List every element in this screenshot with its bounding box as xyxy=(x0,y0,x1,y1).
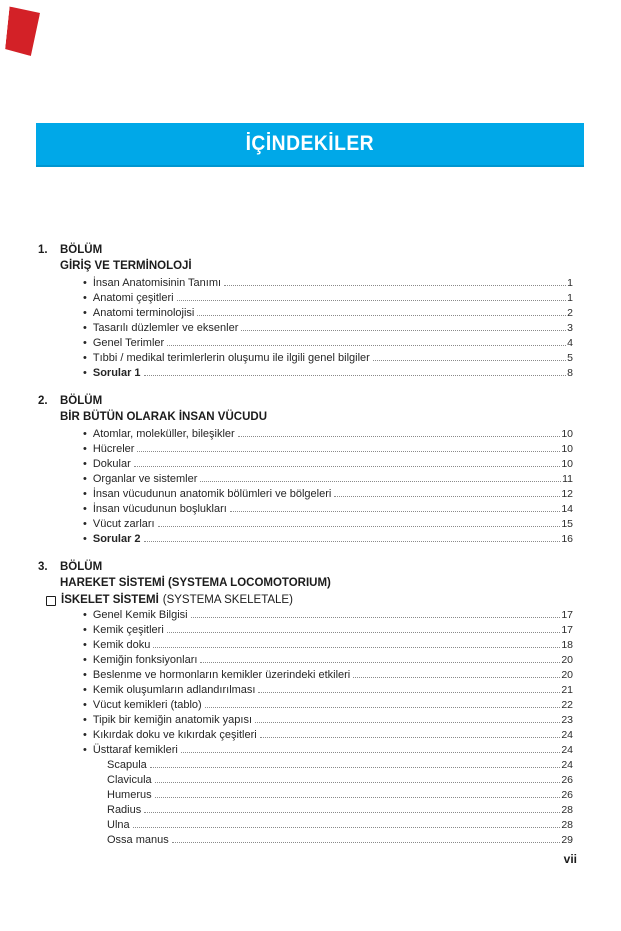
dotted-leader xyxy=(177,300,567,301)
toc-entry-page-number: 10 xyxy=(561,458,573,470)
toc-entry-page-number: 28 xyxy=(561,819,573,831)
toc-entry-page-number: 20 xyxy=(561,654,573,666)
section-title-line: HAREKET SİSTEMİ (SYSTEMA LOCOMOTORIUM) xyxy=(60,576,331,589)
toc-entry-page-number: 23 xyxy=(561,714,573,726)
dotted-leader xyxy=(238,436,561,437)
toc-entry-page-number: 18 xyxy=(561,639,573,651)
toc-entry-page-number: 26 xyxy=(561,774,573,786)
bullet-icon: • xyxy=(83,639,87,651)
toc-entry-page-number: 24 xyxy=(561,729,573,741)
toc-entry-row xyxy=(38,623,573,638)
toc-entry-row xyxy=(38,366,573,381)
toc-entry-label: Scapula xyxy=(107,759,147,771)
dotted-leader xyxy=(134,466,561,467)
red-corner-ribbon xyxy=(5,7,41,57)
page-title: İÇİNDEKİLER xyxy=(245,132,375,155)
bullet-icon: • xyxy=(83,292,87,304)
toc-entry-page-number: 5 xyxy=(567,352,573,364)
toc-entry-label: Hücreler xyxy=(92,443,135,455)
folio-page-number: vii xyxy=(563,852,577,866)
toc-entry-row xyxy=(38,653,573,668)
toc-entry-row xyxy=(38,803,573,818)
toc-entry-page-number: 28 xyxy=(561,804,573,816)
subheading-regular-text: (SYSTEMA SKELETALE) xyxy=(162,594,293,606)
toc-entry-page-number: 22 xyxy=(561,699,573,711)
toc-entry-page-number: 20 xyxy=(561,669,573,681)
toc-entry-page-number: 24 xyxy=(561,744,573,756)
toc-entry-label: Kemiğin fonksiyonları xyxy=(92,654,198,666)
bullet-icon: • xyxy=(83,488,87,500)
bullet-icon: • xyxy=(83,744,87,756)
dotted-leader xyxy=(334,496,560,497)
toc-entry-page-number: 1 xyxy=(567,277,573,289)
toc-entry-label: Genel Kemik Bilgisi xyxy=(92,609,188,621)
toc-entry-row xyxy=(38,698,573,713)
dotted-leader xyxy=(260,737,561,738)
section-title xyxy=(60,560,331,591)
toc-entry-label: Radius xyxy=(107,804,142,816)
dotted-leader xyxy=(172,842,561,843)
dotted-leader xyxy=(353,677,560,678)
bullet-icon: • xyxy=(83,428,87,440)
dotted-leader xyxy=(158,526,561,527)
bullet-icon: • xyxy=(83,714,87,726)
dotted-leader xyxy=(255,722,560,723)
bullet-icon: • xyxy=(83,367,87,379)
dotted-leader xyxy=(133,827,561,828)
bullet-icon: • xyxy=(83,458,87,470)
toc-entry-page-number: 8 xyxy=(567,367,573,379)
toc-entry-label: Atomlar, moleküller, bileşikler xyxy=(92,428,235,440)
toc-entry-page-number: 2 xyxy=(567,307,573,319)
toc-entry-label: Vücut zarları xyxy=(92,518,155,530)
toc-entry-page-number: 29 xyxy=(561,834,573,846)
toc-entry-row xyxy=(38,818,573,833)
dotted-leader xyxy=(258,692,560,693)
section-title xyxy=(60,394,267,425)
dotted-leader xyxy=(144,541,561,542)
toc-entry-label: Beslenme ve hormonların kemikler üzerindeki etkileri xyxy=(92,669,351,681)
toc-entry-label: Kıkırdak doku ve kıkırdak çeşitleri xyxy=(92,729,257,741)
toc-entry-page-number: 10 xyxy=(561,428,573,440)
toc-entry-page-number: 11 xyxy=(562,473,573,485)
toc-entry-row xyxy=(38,638,573,653)
toc-entry-page-number: 17 xyxy=(561,624,573,636)
bullet-icon: • xyxy=(83,533,87,545)
toc-entry-label: Tıbbi / medikal terimlerlerin oluşumu ile ilgili genel bilgiler xyxy=(92,352,370,364)
toc-entry-label: İnsan vücudunun anatomik bölümleri ve bölgeleri xyxy=(92,488,332,500)
toc-entry-label: Kemik çeşitleri xyxy=(92,624,164,636)
toc-entry-page-number: 3 xyxy=(567,322,573,334)
dotted-leader xyxy=(167,632,561,633)
dotted-leader xyxy=(144,375,567,376)
toc-entry-row xyxy=(38,713,573,728)
toc-entry-row xyxy=(38,336,573,351)
toc-entry-label: Anatomi çeşitleri xyxy=(92,292,174,304)
toc-entry-label: Kemik doku xyxy=(92,639,151,651)
toc-entry-row xyxy=(38,517,573,532)
dotted-leader xyxy=(155,797,561,798)
contents-title-band xyxy=(36,123,584,167)
toc-entry-row xyxy=(38,788,573,803)
dotted-leader xyxy=(191,617,561,618)
toc-entry-label: Tipik bir kemiğin anatomik yapısı xyxy=(92,714,253,726)
toc-entry-row xyxy=(38,773,573,788)
toc-list xyxy=(38,243,573,861)
square-bullet-icon xyxy=(46,596,56,606)
section-heading xyxy=(38,560,573,591)
dotted-leader xyxy=(153,647,560,648)
toc-entry-page-number: 16 xyxy=(561,533,573,545)
bullet-icon: • xyxy=(83,609,87,621)
toc-entry-page-number: 12 xyxy=(561,488,573,500)
bullet-icon: • xyxy=(83,624,87,636)
bullet-icon: • xyxy=(83,322,87,334)
dotted-leader xyxy=(205,707,561,708)
bullet-icon: • xyxy=(83,337,87,349)
bullet-icon: • xyxy=(83,729,87,741)
toc-entry-row xyxy=(38,276,573,291)
section-number: 3. xyxy=(38,561,48,573)
dotted-leader xyxy=(137,451,560,452)
toc-entry-label: Dokular xyxy=(92,458,131,470)
toc-entry-row xyxy=(38,487,573,502)
toc-entry-label: Ulna xyxy=(107,819,130,831)
toc-entry-label: Sorular 1 xyxy=(92,367,141,379)
bullet-icon: • xyxy=(83,669,87,681)
toc-entry-page-number: 26 xyxy=(561,789,573,801)
section-title-line: BİR BÜTÜN OLARAK İNSAN VÜCUDU xyxy=(60,410,267,423)
toc-entry-label: Sorular 2 xyxy=(92,533,141,545)
subheading-bold-text: İSKELET SİSTEMİ xyxy=(61,594,159,606)
section-title-line: BÖLÜM xyxy=(60,561,103,573)
toc-entry-row xyxy=(38,351,573,366)
dotted-leader xyxy=(373,360,566,361)
dotted-leader xyxy=(200,662,560,663)
toc-entry-label: Anatomi terminolojisi xyxy=(92,307,195,319)
section-heading xyxy=(38,243,573,274)
bullet-icon: • xyxy=(83,699,87,711)
bullet-icon: • xyxy=(83,684,87,696)
bullet-icon: • xyxy=(83,473,87,485)
toc-entry-label: Genel Terimler xyxy=(92,337,165,349)
bullet-icon: • xyxy=(83,443,87,455)
section-heading xyxy=(38,394,573,425)
toc-entry-label: Organlar ve sistemler xyxy=(92,473,198,485)
toc-entry-row xyxy=(38,608,573,623)
toc-entry-label: Vücut kemikleri (tablo) xyxy=(92,699,202,711)
toc-entry-label: Tasarılı düzlemler ve eksenler xyxy=(92,322,239,334)
dotted-leader xyxy=(241,330,566,331)
toc-entry-row xyxy=(38,457,573,472)
toc-entry-label: Clavicula xyxy=(107,774,152,786)
toc-entry-row xyxy=(38,321,573,336)
toc-entry-row xyxy=(38,291,573,306)
toc-entry-page-number: 4 xyxy=(567,337,573,349)
skeletal-system-subheading xyxy=(38,593,573,608)
toc-entry-label: Kemik oluşumların adlandırılması xyxy=(92,684,256,696)
toc-entry-page-number: 14 xyxy=(561,503,573,515)
bullet-icon: • xyxy=(83,277,87,289)
bullet-icon: • xyxy=(83,503,87,515)
toc-entry-row xyxy=(38,472,573,487)
toc-entry-label: İnsan vücudunun boşlukları xyxy=(92,503,227,515)
dotted-leader xyxy=(181,752,560,753)
dotted-leader xyxy=(200,481,561,482)
toc-entry-label: Humerus xyxy=(107,789,152,801)
toc-entry-row xyxy=(38,683,573,698)
toc-section xyxy=(38,560,573,848)
toc-entry-label: İnsan Anatomisinin Tanımı xyxy=(92,277,222,289)
bullet-icon: • xyxy=(83,518,87,530)
dotted-leader xyxy=(144,812,560,813)
toc-entry-row xyxy=(38,728,573,743)
toc-entry-page-number: 15 xyxy=(561,518,573,530)
toc-entry-row xyxy=(38,833,573,848)
section-title-line: BÖLÜM xyxy=(60,244,103,256)
section-number: 2. xyxy=(38,395,48,407)
toc-entry-row xyxy=(38,758,573,773)
bullet-icon: • xyxy=(83,307,87,319)
toc-entry-row xyxy=(38,532,573,547)
bullet-icon: • xyxy=(83,352,87,364)
toc-section xyxy=(38,394,573,547)
dotted-leader xyxy=(150,767,561,768)
bullet-icon: • xyxy=(83,654,87,666)
dotted-leader xyxy=(230,511,561,512)
toc-entry-row xyxy=(38,442,573,457)
toc-entry-row xyxy=(38,502,573,517)
dotted-leader xyxy=(155,782,561,783)
toc-entry-page-number: 21 xyxy=(561,684,573,696)
toc-entry-label: Üsttaraf kemikleri xyxy=(92,744,178,756)
toc-entry-label: Ossa manus xyxy=(107,834,169,846)
toc-section xyxy=(38,243,573,381)
dotted-leader xyxy=(167,345,566,346)
section-title-line: GİRİŞ VE TERMİNOLOJİ xyxy=(60,259,192,272)
toc-entry-row xyxy=(38,668,573,683)
toc-entry-page-number: 10 xyxy=(561,443,573,455)
toc-entry-row xyxy=(38,743,573,758)
toc-entry-row xyxy=(38,427,573,442)
dotted-leader xyxy=(224,285,566,286)
dotted-leader xyxy=(197,315,566,316)
toc-entry-page-number: 17 xyxy=(561,609,573,621)
section-title xyxy=(60,243,192,274)
toc-entry-page-number: 1 xyxy=(567,292,573,304)
toc-entry-page-number: 24 xyxy=(561,759,573,771)
section-title-line: BÖLÜM xyxy=(60,395,103,407)
toc-entry-row xyxy=(38,306,573,321)
section-number: 1. xyxy=(38,244,48,256)
